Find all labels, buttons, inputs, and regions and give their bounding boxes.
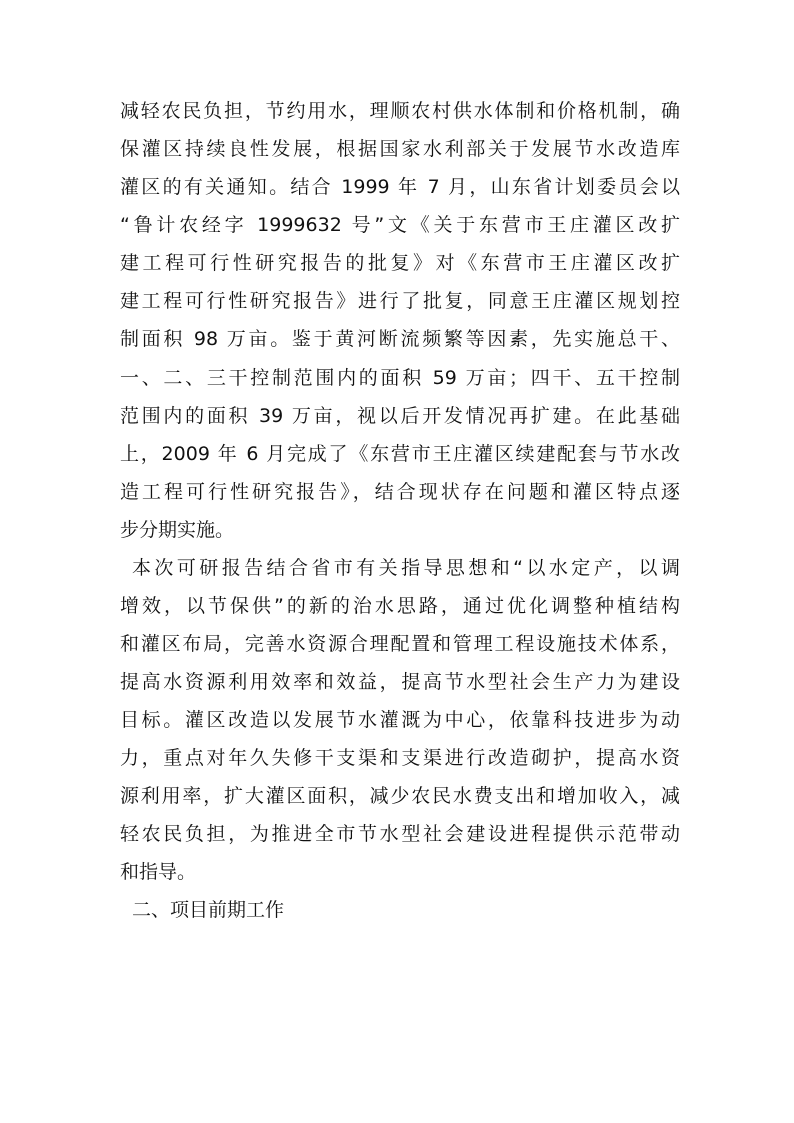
paragraph-first-line: 本次可研报告结合省市有关指导思想和“以水定产，以调 [132,557,680,579]
text-line: 建工程可行性研究报告的批复》对《东营市王庄灌区改扩 [120,252,680,274]
text-line: 目标。灌区改造以发展节水灌溉为中心，依靠科技进步为动 [120,709,680,731]
text-line: 和灌区布局，完善水资源合理配置和管理工程设施技术体系， [120,633,680,655]
text-line: 保灌区持续良性发展，根据国家水利部关于发展节水改造库 [120,138,680,160]
text-line: 力，重点对年久失修干支渠和支渠进行改造砌护，提高水资 [120,747,680,769]
text-line: 造工程可行性研究报告》，结合现状存在问题和灌区特点逐 [120,481,680,503]
text-line: 灌区的有关通知。结合 1999 年 7 月，山东省计划委员会以 [120,176,680,198]
text-line: 制面积 98 万亩。鉴于黄河断流频繁等因素，先实施总干、 [120,328,680,350]
text-line: 提高水资源利用效率和效益，提高节水型社会生产力为建设 [120,671,680,693]
text-line: 建工程可行性研究报告》进行了批复，同意王庄灌区规划控 [120,290,680,312]
text-line: 一、二、三干控制范围内的面积 59 万亩；四干、五干控制 [120,367,680,389]
text-line: “鲁计农经字 1999632 号”文《关于东营市王庄灌区改扩 [120,214,680,236]
text-line: 和指导。 [120,861,197,883]
text-line: 步分期实施。 [120,519,235,541]
text-line: 轻农民负担，为推进全市节水型社会建设进程提供示范带动 [120,823,680,845]
text-line: 增效，以节保供”的新的治水思路，通过优化调整种植结构 [120,595,680,617]
text-line: 上，2009 年 6 月完成了《东营市王庄灌区续建配套与节水改 [120,443,680,465]
text-line: 减轻农民负担，节约用水，理顺农村供水体制和价格机制，确 [120,100,680,122]
section-heading: 二、项目前期工作 [132,899,285,921]
text-line: 源利用率，扩大灌区面积，减少农民水费支出和增加收入，减 [120,785,680,807]
text-line: 范围内的面积 39 万亩，视以后开发情况再扩建。在此基础 [120,405,680,427]
